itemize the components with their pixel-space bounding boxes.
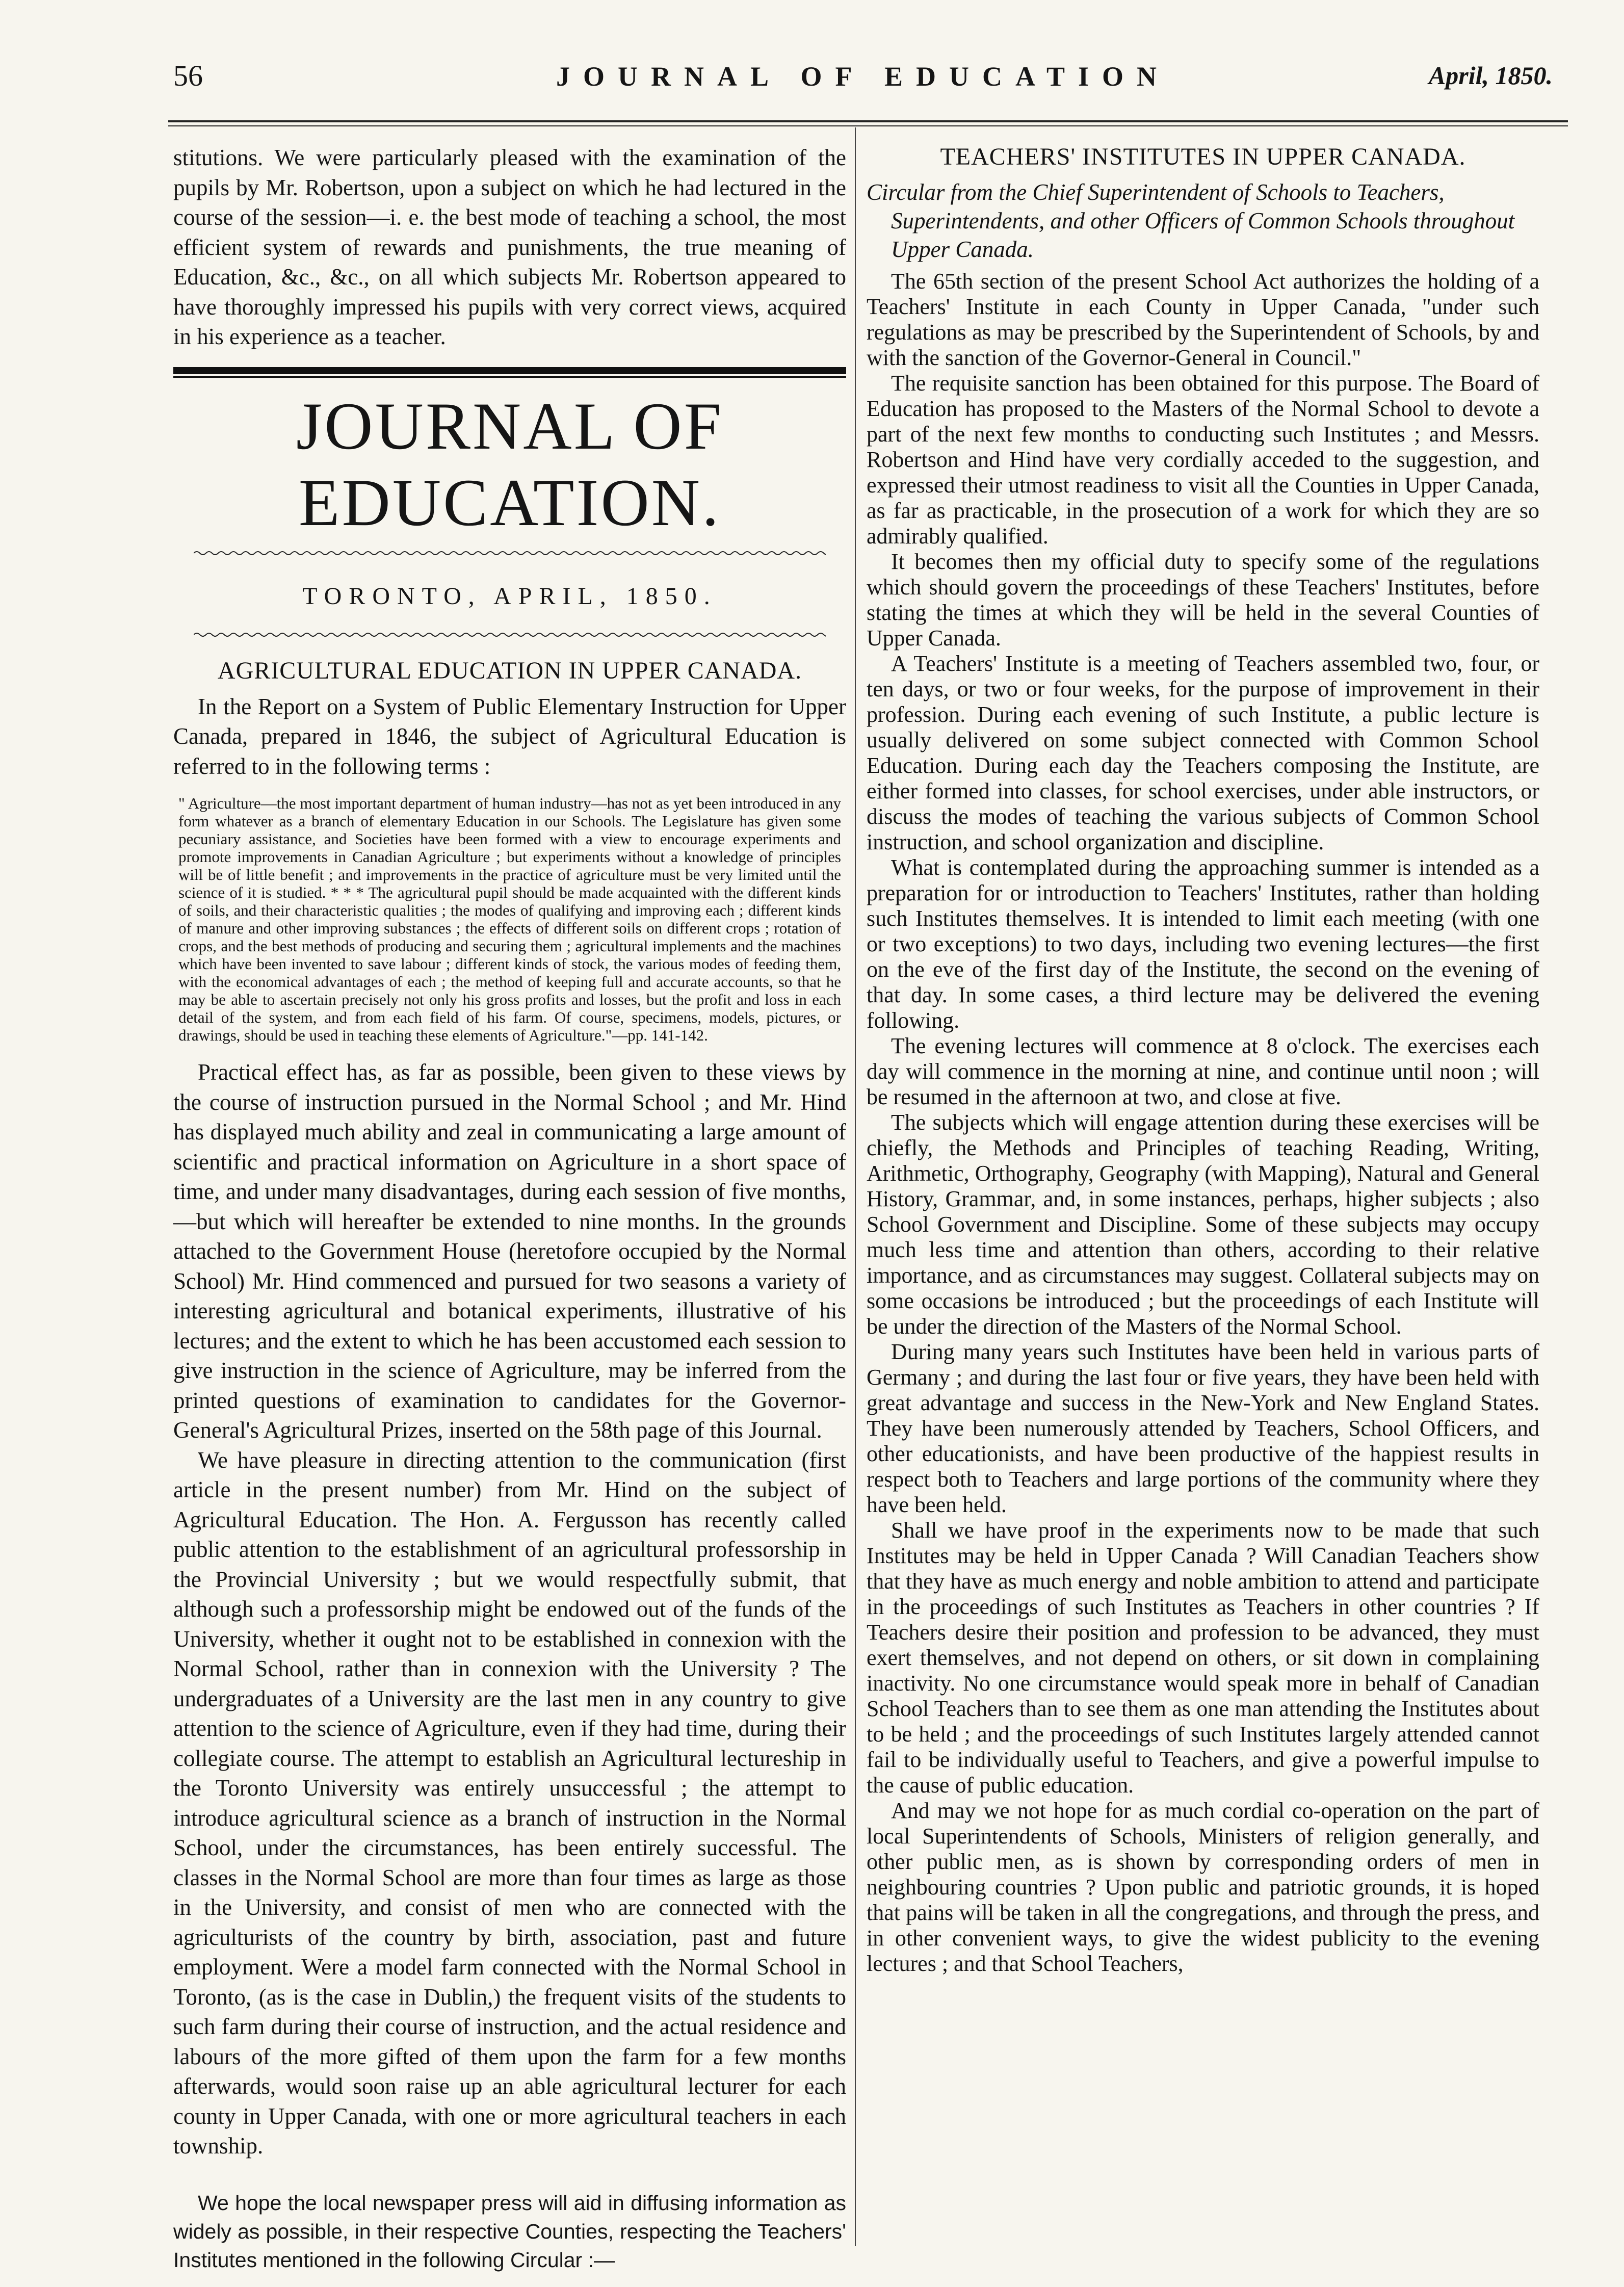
column-divider: [855, 127, 856, 2246]
circular-paragraph: The subjects which will engage attention during these exercises will be chiefly, the Methods and Principles of teaching Reading, Writing, Arithmetic, Orthography, Geography (with Mapping), Natural and General History, Grammar, and, in some instances, perhaps, higher subjects ; also School Government and Discipline. Some of these subjects may occupy much less time and attention than others, according to their relative importance, and as circumstances may suggest. Collateral subjects may on some occasions be introduced ; but the proceedings of each Institute will be under the direction of the Masters of the Normal School.: [867, 1110, 1539, 1339]
circular-paragraph: And may we not hope for as much cordial co-operation on the part of local Superintendents of Schools, Ministers of religion generally, and other public men, as is shown by corresponding orders of men in neighbouring countries ? Upon public and patriotic grounds, it is hoped that pains will be taken in all the congregations, and through the press, and in other convenient ways, to give the widest publicity to the evening lectures ; and that School Teachers,: [867, 1798, 1539, 1976]
circular-paragraph: The 65th section of the present School Act authorizes the holding of a Teachers' Institute in each County in Upper Canada, "under such regulations as may be prescribed by the Superintendent of Schools, by and with the sanction of the Governor-General in Council.": [867, 269, 1539, 370]
dateline: TORONTO, APRIL, 1850.: [302, 582, 717, 610]
page-number: 56: [173, 59, 203, 92]
masthead-rule-top: [173, 367, 846, 374]
article-paragraph: We have pleasure in directing attention to the communication (first article in the present number) from Mr. Hind on the subject of Agricultural Education. The Hon. A. Fergusson has recently called public attention to the establishment of an agricultural professorship in the Provincial University ; but we would respectfully submit, that although such a professorship might be endowed out of the funds of the University, whether it ought not to be established in connexion with the Normal School, rather than in connexion with the University ? The undergraduates of a University are the last men in any country to give attention to the science of Agriculture, even if they had time, during their collegiate course. The attempt to establish an Agricultural lectureship in the Toronto University was entirely unsuccessful ; the attempt to introduce agricultural science as a branch of instruction in the Normal School, under the circumstances, has been entirely successful. The classes in the Normal School are more than four times as large as those in the University, and consist of men who are connected with the agriculturists of the country by birth, association, past and future employment. Were a model farm connected with the Normal School in Toronto, (as is the case in Dublin,) the frequent visits of the students to such farm during their course of instruction, and the actual residence and labours of the more gifted of them upon the farm for a few months afterwards, would soon raise up an able agricultural lecturer for each county in Upper Canada, with one or more agricultural teachers in each township.: [173, 1447, 846, 2159]
circular-paragraph: Shall we have proof in the experiments now to be made that such Institutes may be held in Upper Canada ? Will Canadian Teachers show that they have as much energy and noble ambition to attend and participate in the proceedings of such Institutes as Teachers in other countries ? If Teachers desire their position and profession to be advanced, they must exert themselves, and not depend on others, or sit down in complaining inactivity. No one circumstance would speak more in behalf of Canadian School Teachers than to see them as one man attending the Institutes about to be held ; and the proceedings of such Institutes largely attended cannot fail to be individually useful to Teachers, and give a powerful impulse to the cause of public education.: [867, 1518, 1539, 1798]
quoted-report: " Agriculture—the most important department of human industry—has not as yet been introduced in any form whatever as a branch of elementary Education in our Schools. The Legislature has given some pecuniary assistance, and Societies have been formed with a view to encourage experiments and promote improvements in Canadian Agriculture ; but experiments without a knowledge of principles will be of little benefit ; and improvements in the practice of agriculture must be very limited until the science of it is studied. * * * The agricultural pupil should be made acquainted with the different kinds of soils, and their characteristic qualities ; the modes of qualifying and improving each ; different kinds of manure and other improving substances ; the effects of different soils on different crops ; rotation of crops, and the best methods of producing and securing them ; agricultural implements and the machines which have been invented to save labour ; different kinds of stock, the various modes of feeding them, with the economical advantages of each ; the method of keeping full and accurate accounts, so that he may be able to ascertain precisely not only his gross profits and losses, but the profit and loss in each detail of the system, and from each field of his farm. Of course, specimens, models, pictures, or drawings, should be used in teaching these elements of Agriculture."—pp. 141-142.: [178, 794, 841, 1044]
running-title: JOURNAL OF EDUCATION: [556, 61, 1170, 92]
wavy-rule-2: [194, 630, 826, 640]
closing-note: We hope the local newspaper press will aid in diffusing information as widely as possible, in their respective Counties, respecting the Teachers' Institutes mentioned in the following Circular :—: [173, 2191, 846, 2272]
circular-paragraph: The evening lectures will commence at 8 o'clock. The exercises each day will commence in the morning at nine, and continue until noon ; will be resumed in the afternoon at two, and close at five.: [867, 1033, 1539, 1109]
wavy-rule: [194, 548, 826, 558]
article-paragraph: Practical effect has, as far as possible, been given to these views by the course of instruction pursued in the Normal School ; and Mr. Hind has displayed much ability and zeal in communicating a large amount of scientific and practical information on Agriculture in a short space of time, and under many disadvantages, during each session of five months,—but which will hereafter be extended to nine months. In the grounds attached to the Government House (heretofore occupied by the Normal School) Mr. Hind commenced and pursued for two seasons a variety of interesting agricultural and botanical experiments, illustrative of his lectures; and the extent to which he has been accustomed each session to give instruction in the science of Agriculture, may be inferred from the printed questions of examination to candidates for the Governor-General's Agricultural Prizes, inserted on the 58th page of this Journal.: [173, 1059, 846, 1443]
masthead-rule-top-thin: [173, 376, 846, 378]
right-column: [867, 143, 1539, 2246]
running-head: [173, 54, 1553, 110]
circular-paragraph: During many years such Institutes have been held in various parts of Germany ; and during the last four or five years, they have been held with great advantage and success in the New-York and New England States. They have been numerously attended by Teachers, School Officers, and other educationists, and have been productive of the happiest results in respect both to Teachers and large portions of the community where they have been held.: [867, 1339, 1539, 1517]
header-rule: [168, 120, 1568, 122]
article-paragraph: In the Report on a System of Public Elementary Instruction for Upper Canada, prepared in 1846, the subject of Agricultural Education is referred to in the following terms :: [173, 693, 846, 779]
article-title: AGRICULTURAL EDUCATION IN UPPER CANADA.: [217, 657, 802, 684]
circular-paragraph: The requisite sanction has been obtained for this purpose. The Board of Education has proposed to the Masters of the Normal School to devote a part of the next few months to conducting such Institutes ; and Messrs. Robertson and Hind have very cordially acceded to the suggestion, and expressed their utmost readiness to visit all the Counties in Upper Canada, as far as practicable, in the prosecution of a work for which they are so admirably qualified.: [867, 371, 1539, 549]
header-rule-thin: [168, 125, 1568, 126]
masthead-title: JOURNAL OF EDUCATION.: [296, 388, 724, 540]
continued-paragraph: stitutions. We were particularly pleased with the examination of the pupils by Mr. Robertson, upon a subject on which he had lectured in the course of the session—i. e. the best mode of teaching a school, the most efficient system of rewards and punishments, the true meaning of Education, &c., &c., on all which subjects Mr. Robertson appeared to have thoroughly impressed his pupils with very correct views, acquired in his experience as a teacher.: [173, 145, 846, 349]
circular-paragraph: It becomes then my official duty to specify some of the regulations which should govern the proceedings of these Teachers' Institutes, before stating the times at which they will be held in the several Counties of Upper Canada.: [867, 549, 1539, 651]
circular-paragraph: A Teachers' Institute is a meeting of Teachers assembled two, four, or ten days, or two or four weeks, for the purpose of improvement in their profession. During each evening of such Institute, a public lecture is usually delivered on some subject connected with Common School Education. During each day the Teachers composing the Institute, are either formed into classes, for school exercises, under able instructors, or discuss the modes of teaching the various subjects of Common School instruction, and school organization and discipline.: [867, 651, 1539, 854]
issue-date: April, 1850.: [1428, 61, 1553, 90]
circular-title: TEACHERS' INSTITUTES IN UPPER CANADA.: [940, 143, 1466, 170]
circular-paragraph: What is contemplated during the approaching summer is intended as a preparation for or introduction to Teachers' Institutes, rather than holding such Institutes themselves. It is intended to limit each meeting (with one or two exceptions) to two days, including two evening lectures—the first on the eve of the first day of the Institute, the second on the evening of that day. In some cases, a third lecture may be delivered the evening following.: [867, 855, 1539, 1033]
circular-subtitle: Circular from the Chief Superintendent of Schools to Teachers, Superintendents, and other Officers of Common Schools throughout Upper Canada.: [867, 179, 1515, 262]
left-column: [173, 143, 846, 2272]
